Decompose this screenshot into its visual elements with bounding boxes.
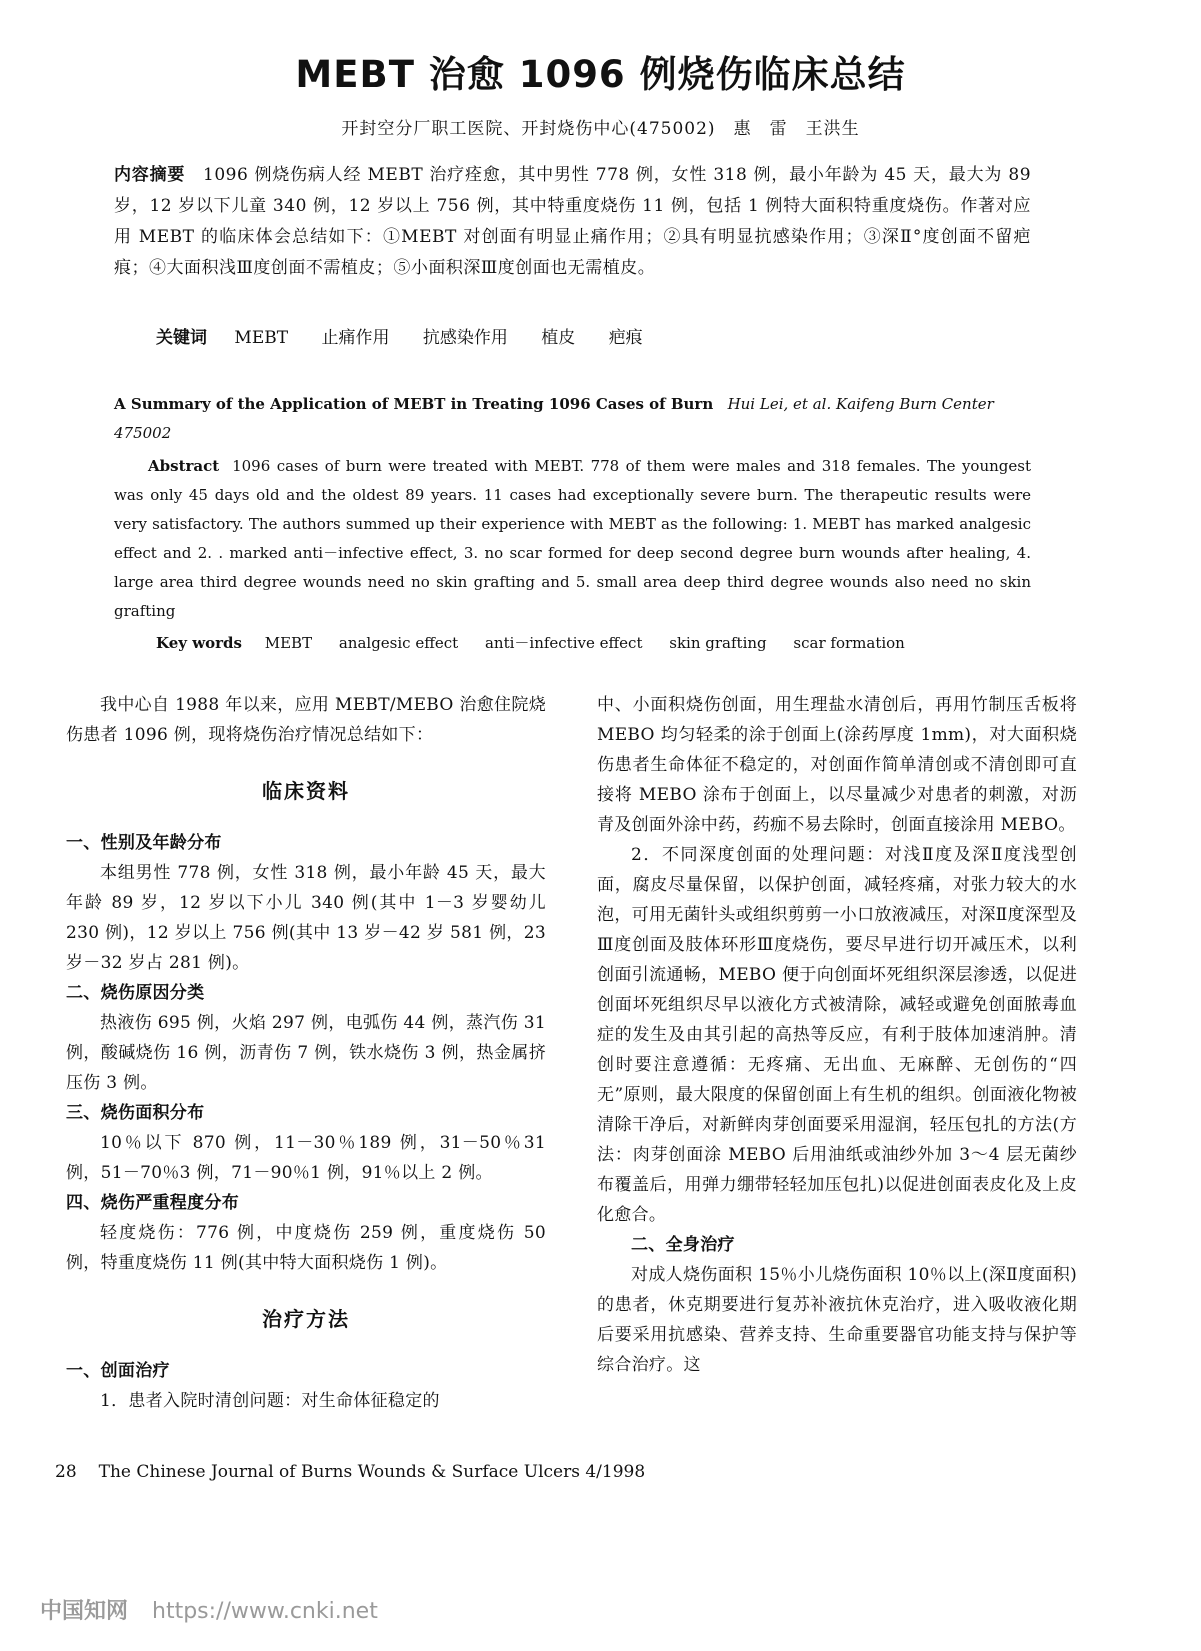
keyword-en: skin grafting	[669, 634, 767, 652]
keyword-en: MEBT	[264, 634, 313, 652]
paragraph-depth-treatment: 2．不同深度创面的处理问题：对浅Ⅱ度及深Ⅱ度浅型创面，腐皮尽量保留，以保护创面，减轻疼痛，对张力较大的水泡，可用无菌针头或组织剪剪一小口放液减压，对深Ⅱ度深型及Ⅲ度创面及肢体环形Ⅲ度烧伤，要尽早进行切开减压术，以利创面引流通畅，MEBO 便于向创面坏死组织深层渗透，以促进创面坏死组织尽早以液化方式被清除，减轻或避免创面脓毒血症的发生及由其引起的高热等反应，有利于肢体加速消肿。清创时要注意遵循：无疼痛、无出血、无麻醉、无创伤的“四无”原则，最大限度的保留创面上有生机的组织。创面液化物被清除干净后，对新鲜肉芽创面要采用湿润，轻压包扎的方法(方法：肉芽创面涂 MEBO 后用油纸或油纱外加 3～4 层无菌纱布覆盖后，用弹力绷带轻轻加压包扎)以促进创面表皮化及上皮化愈合。	[597, 845, 1077, 1225]
keyword-en: anti－infective effect	[484, 634, 643, 652]
cnki-brand: 中国知网	[40, 1599, 129, 1624]
cnki-url: https://www.cnki.net	[152, 1599, 378, 1624]
section-heading-clinical-data: 临床资料	[262, 779, 350, 803]
english-keywords	[156, 632, 927, 653]
english-title: A Summary of the Application of MEBT in Treating 1096 Cases of Burn	[114, 395, 714, 413]
cnki-watermark	[40, 1594, 378, 1625]
paragraph-debridement-continued: 中、小面积烧伤创面，用生理盐水清创后，再用竹制压舌板将 MEBO 均匀轻柔的涂于创面上(涂药厚度 1mm)，对大面积烧伤患者生命体征不稳定的，对创面作简单清创或不清创即可直接将 MEBO 涂布于创面上，以尽量减少对患者的刺激，对沥青及创面外涂中药，药痂不易去除时，创面直接涂用 MEBO。	[597, 695, 1077, 835]
keyword-en: analgesic effect	[338, 634, 459, 652]
paragraph-cause: 热液伤 695 例，火焰 297 例，电弧伤 44 例，蒸汽伤 31 例，酸碱烧伤 16 例，沥青伤 7 例，铁水烧伤 3 例，热金属挤压伤 3 例。	[66, 1013, 546, 1093]
subheading-wound-treatment: 一、创面治疗	[66, 1361, 170, 1381]
intro-paragraph: 我中心自 1988 年以来，应用 MEBT/MEBO 治愈住院烧伤患者 1096 例，现将烧伤治疗情况总结如下：	[66, 695, 546, 745]
page-number: 28	[55, 1462, 77, 1482]
keyword-cn: 疤痕	[608, 328, 643, 348]
paragraph-severity: 轻度烧伤：776 例，中度烧伤 259 例，重度烧伤 50 例，特重度烧伤 11 例(其中特大面积烧伤 1 例)。	[66, 1223, 546, 1273]
subheading-cause: 二、烧伤原因分类	[66, 983, 205, 1003]
page-footer	[55, 1462, 645, 1482]
paragraph-sex-age: 本组男性 778 例，女性 318 例，最小年龄 45 天，最大年龄 89 岁，12 岁以下小儿 340 例(其中 1－3 岁婴幼儿 230 例)，12 岁以上 756 例(其中 13 岁－42 岁 581 例，23 岁－32 岁占 281 例)。	[66, 863, 546, 973]
english-authors: Hui Lei, et al. Kaifeng Burn Center 475002	[114, 395, 994, 442]
subheading-severity: 四、烧伤严重程度分布	[66, 1193, 239, 1213]
english-title-line	[114, 390, 1031, 448]
abstract-text-en: 1096 cases of burn were treated with MEBT. 778 of them were males and 318 females. The youngest was only 45 days old and the oldest 89 years. 11 cases had exceptionally severe burn. The therapeutic results were very satisfactory. The authors summed up their experience with MEBT as the following: 1. MEBT has marked analgesic effect and 2. . marked anti－infective effect, 3. no scar formed for deep second degree burn wounds after healing, 4. large area third degree wounds need no skin grafting and 5. small area deep third degree wounds also need no skin grafting	[114, 457, 1031, 620]
subheading-sex-age: 一、性别及年龄分布	[66, 833, 222, 853]
paragraph-area: 10％以下 870 例，11－30％189 例，31－50％31 例，51－70％3 例，71－90％1 例，91％以上 2 例。	[66, 1133, 546, 1183]
journal-name: The Chinese Journal of Burns Wounds & Surface Ulcers 4/1998	[98, 1462, 646, 1482]
subheading-systemic-treatment: 二、全身治疗	[631, 1235, 735, 1255]
right-column	[597, 690, 1077, 1380]
left-column	[66, 690, 546, 1416]
subheading-area: 三、烧伤面积分布	[66, 1103, 205, 1123]
keyword-cn: MEBT	[234, 328, 289, 348]
chinese-abstract	[114, 160, 1031, 284]
keyword-cn: 抗感染作用	[422, 328, 508, 348]
paragraph-debridement: 1．患者入院时清创问题：对生命体征稳定的	[100, 1391, 440, 1411]
keywords-label-cn: 关键词	[156, 328, 207, 348]
author-affiliation: 开封空分厂职工医院、开封烧伤中心(475002) 惠 雷 王洪生	[341, 119, 860, 139]
section-heading-treatment: 治疗方法	[262, 1307, 350, 1331]
keywords-label-en: Key words	[156, 634, 242, 652]
abstract-text-cn: 1096 例烧伤病人经 MEBT 治疗痊愈，其中男性 778 例，女性 318 例，最小年龄为 45 天，最大为 89 岁，12 岁以下儿童 340 例，12 岁以上 756 例，其中特重度烧伤 11 例，包括 1 例特大面积特重度烧伤。作著对应用 MEBT 的临床体会总结如下：①MEBT 对创面有明显止痛作用；②具有明显抗感染作用；③深Ⅱ°度创面不留疤痕；④大面积浅Ⅲ度创面不需植皮；⑤小面积深Ⅲ度创面也无需植皮。	[114, 165, 1032, 278]
article-title: MEBT 治愈 1096 例烧伤临床总结	[295, 53, 906, 96]
abstract-label-en: Abstract	[148, 457, 220, 475]
keyword-cn: 止痛作用	[321, 328, 390, 348]
english-abstract	[114, 452, 1031, 626]
keyword-cn: 植皮	[541, 328, 576, 348]
abstract-label-cn: 内容摘要	[114, 165, 186, 185]
keyword-en: scar formation	[793, 634, 905, 652]
paragraph-systemic-treatment: 对成人烧伤面积 15％小儿烧伤面积 10％以上(深Ⅱ度面积)的患者，休克期要进行复苏补液抗休克治疗，进入吸收液化期后要采用抗感染、营养支持、生命重要器官功能支持与保护等综合治疗。这	[597, 1265, 1077, 1375]
chinese-keywords	[156, 323, 671, 348]
